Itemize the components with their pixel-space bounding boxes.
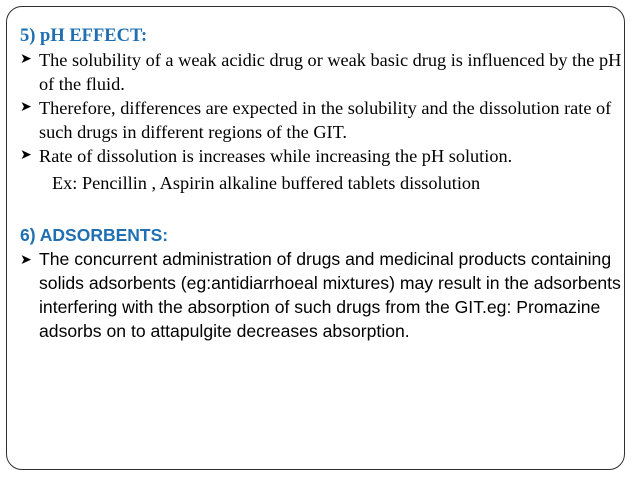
arrowhead-bullet-icon: ➤: [20, 52, 32, 67]
bullet-item: [20, 247, 624, 343]
section-heading-ph-effect: 5) pH EFFECT:: [20, 26, 148, 46]
slide-content: [20, 24, 624, 343]
arrowhead-bullet-icon: ➤: [20, 251, 32, 267]
bullet-item: [20, 48, 624, 96]
bullet-text: Rate of dissolution is increases while increasing the pH solution.: [39, 146, 513, 166]
bullet-text: The concurrent administration of drugs and medicinal products containing solids adsorbents (eg:antidiarrhoeal mixtures) may result in the adsorbents interfering with the absorption of such drugs from the GIT.eg: Promazine adsorbs on to attapulgite decreases absorption.: [39, 249, 621, 341]
section-heading-adsorbents: 6) ADSORBENTS:: [20, 225, 169, 245]
bullet-item: [20, 144, 624, 168]
bullet-item: [20, 96, 624, 144]
bullet-text: The solubility of a weak acidic drug or weak basic drug is influenced by the pH of the fluid.: [39, 50, 622, 94]
arrowhead-bullet-icon: ➤: [20, 148, 32, 163]
example-text: Ex: Pencillin , Aspirin alkaline buffered tablets dissolution: [52, 173, 481, 193]
arrowhead-bullet-icon: ➤: [20, 100, 32, 115]
bullet-text: Therefore, differences are expected in the solubility and the dissolution rate of such drugs in different regions of the GIT.: [39, 98, 612, 142]
